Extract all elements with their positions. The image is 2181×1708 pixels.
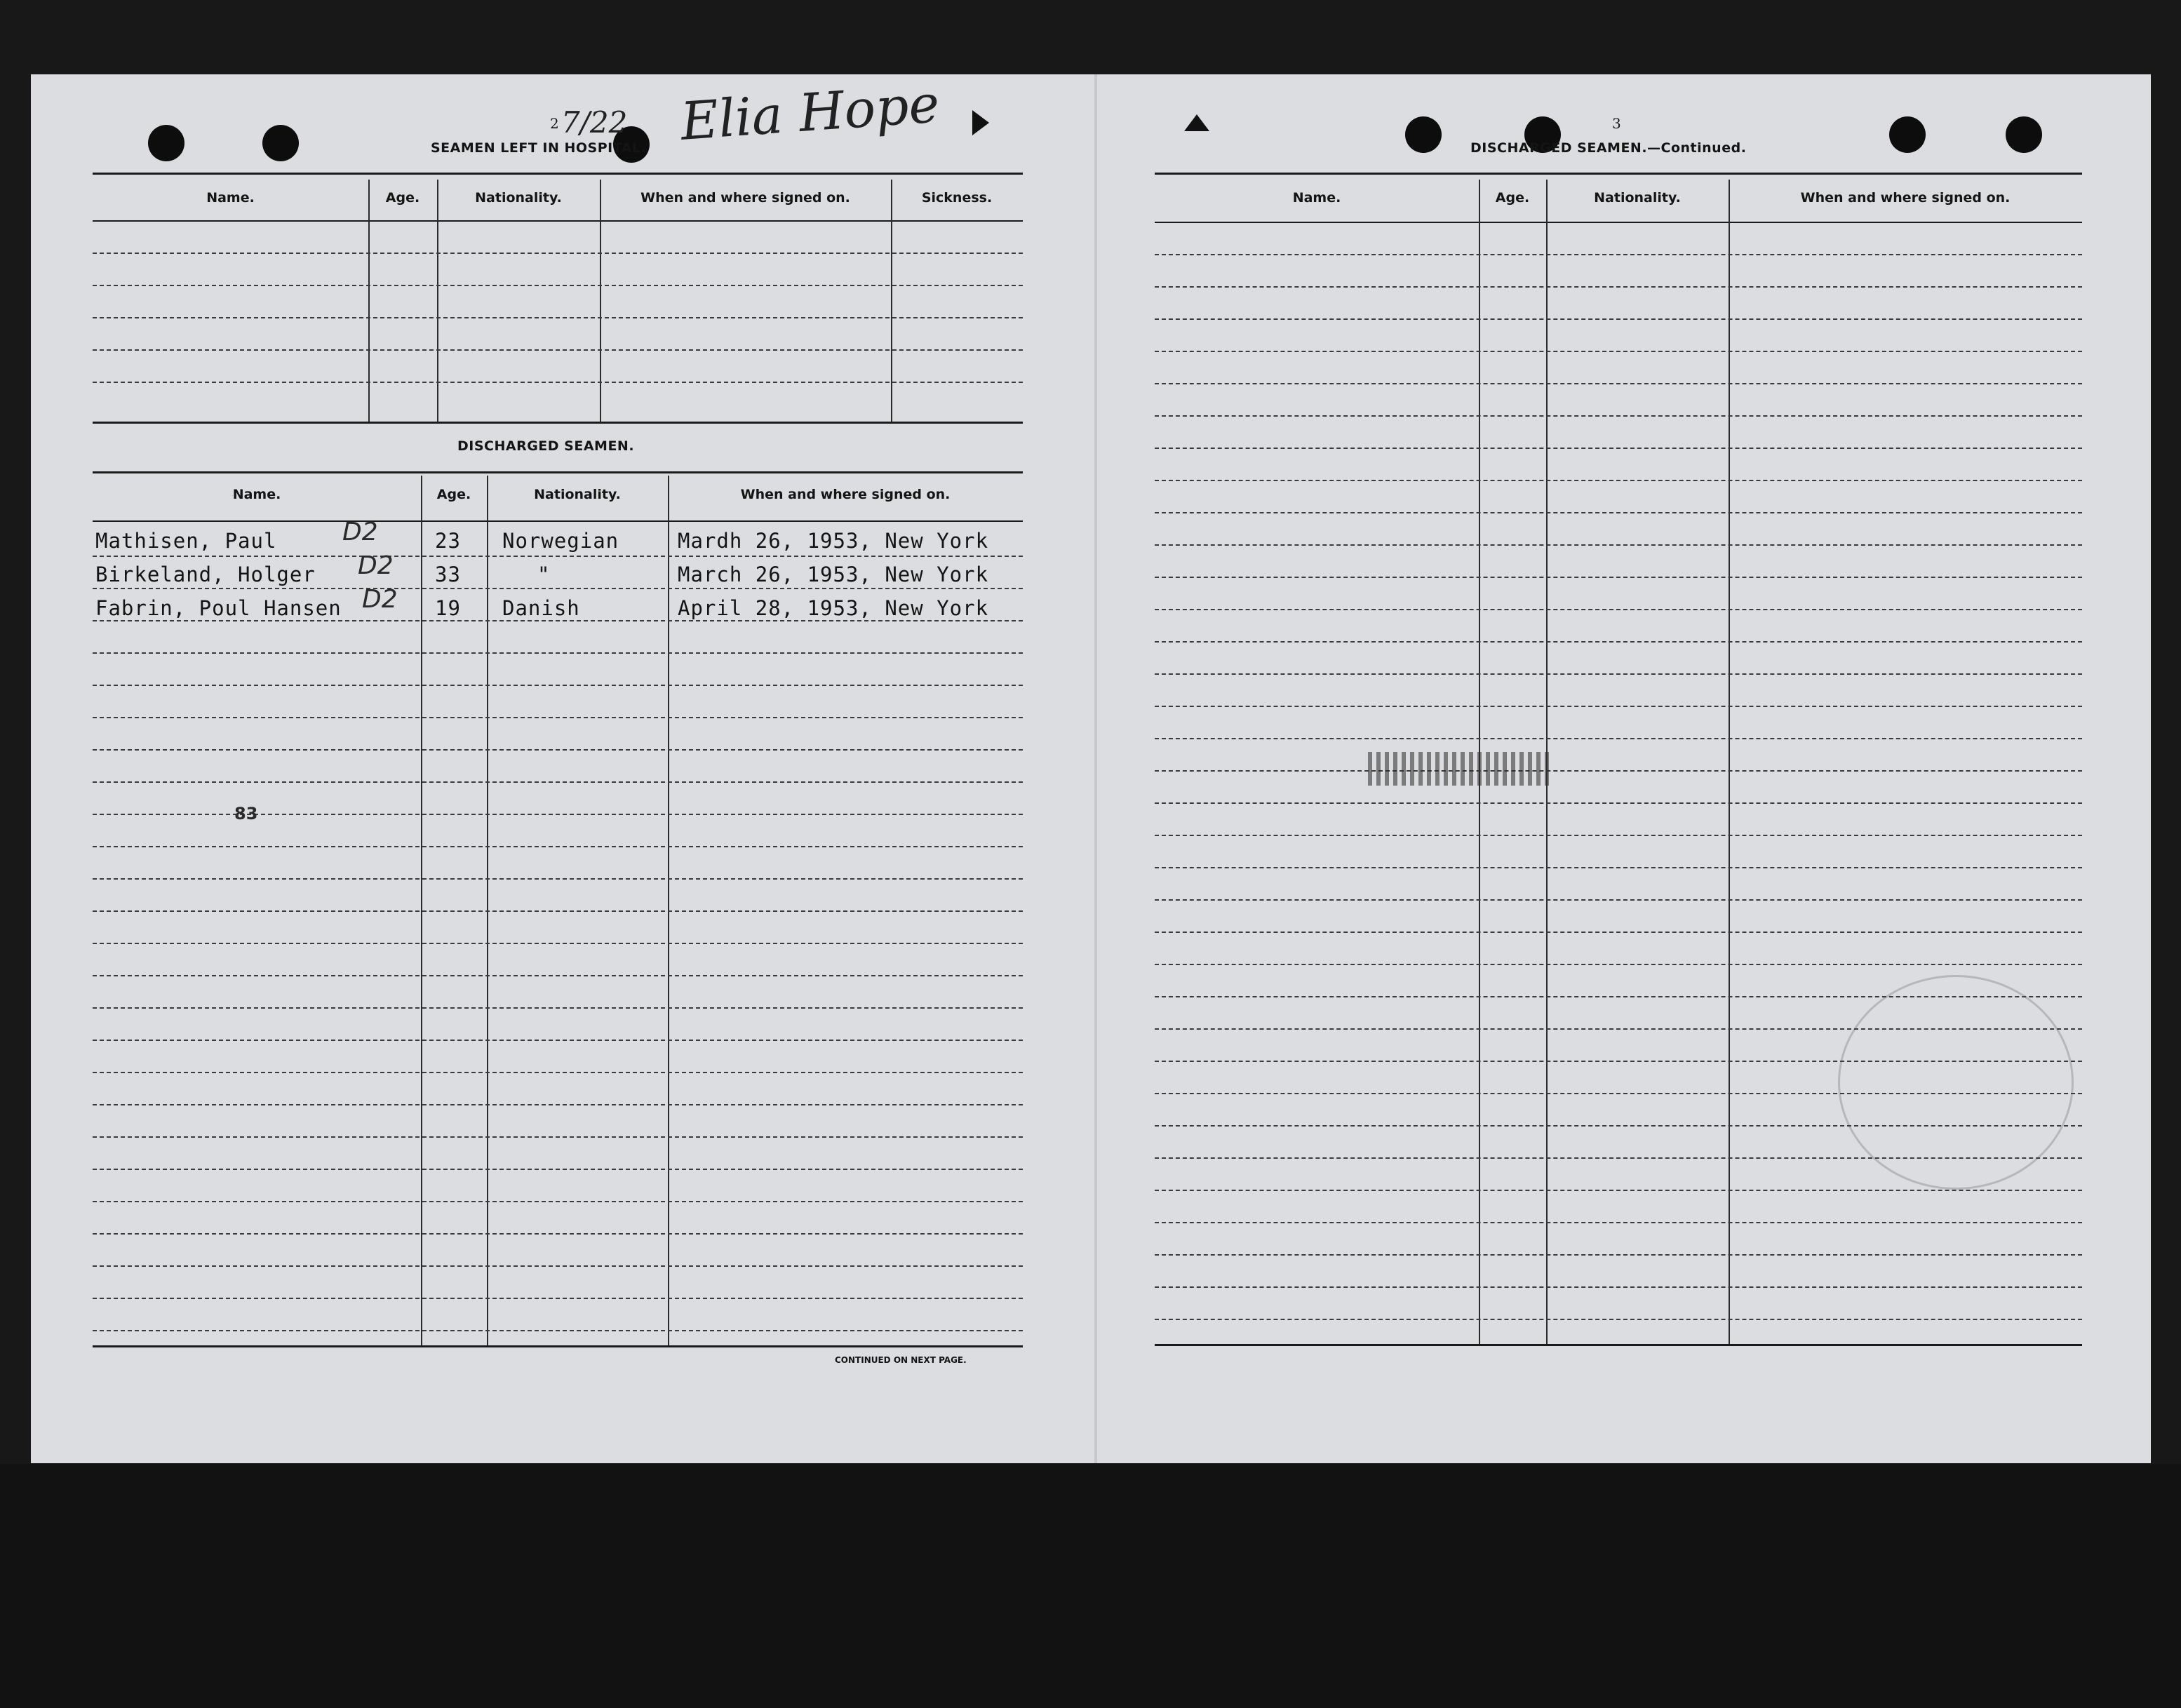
scan-border <box>0 1464 2181 1708</box>
faint-stamp <box>1838 975 2074 1190</box>
column-header-name: Name. <box>1292 190 1341 206</box>
seaman-name: Fabrin, Poul Hansen <box>95 596 342 620</box>
seaman-name: Birkeland, Holger <box>95 563 316 586</box>
seaman-name: Mathisen, Paul <box>95 529 277 553</box>
punch-hole <box>1889 116 1926 153</box>
registration-mark <box>1184 114 1209 131</box>
column-header-age: Age. <box>385 190 420 206</box>
column-header-nationality: Nationality. <box>1594 190 1681 206</box>
column-header-age: Age. <box>1495 190 1530 206</box>
page-number-left: 2 <box>550 115 559 132</box>
column-header-name: Name. <box>206 190 255 206</box>
column-header-signed-on: When and where signed on. <box>1800 190 2011 206</box>
seaman-age: 23 <box>435 529 461 553</box>
hospital-table <box>93 173 1023 425</box>
continued-footer: CONTINUED ON NEXT PAGE. <box>835 1355 967 1365</box>
registration-mark <box>972 110 989 135</box>
punch-hole <box>262 125 299 161</box>
column-header-sickness: Sickness. <box>921 190 993 206</box>
seaman-age: 19 <box>435 596 461 620</box>
seaman-nationality: Danish <box>502 596 580 620</box>
seaman-age: 33 <box>435 563 461 586</box>
page-number-right: 3 <box>1612 115 1621 132</box>
column-header-nationality: Nationality. <box>475 190 562 206</box>
column-header-signed-on: When and where signed on. <box>740 487 951 502</box>
hospital-section-title: SEAMEN LEFT IN HOSPITAL. <box>431 140 647 156</box>
seaman-signed-on: Mardh 26, 1953, New York <box>678 529 989 553</box>
column-header-nationality: Nationality. <box>534 487 621 502</box>
seaman-signed-on: March 26, 1953, New York <box>678 563 989 586</box>
discharged-continued-title: DISCHARGED SEAMEN.—Continued. <box>1470 140 1747 156</box>
handwritten-number: 7/22 <box>561 105 628 140</box>
discharge-mark: D2 <box>362 585 398 614</box>
column-header-signed-on: When and where signed on. <box>640 190 850 206</box>
stray-mark: 83 <box>234 804 258 823</box>
ink-smudge <box>1368 752 1550 786</box>
punch-hole <box>148 125 184 161</box>
page-fold <box>1094 74 1097 1463</box>
punch-hole <box>1405 116 1442 153</box>
seaman-nationality: " <box>537 563 551 586</box>
punch-hole <box>2006 116 2042 153</box>
seaman-nationality: Norwegian <box>502 529 619 553</box>
seaman-signed-on: April 28, 1953, New York <box>678 596 989 620</box>
discharge-mark: D2 <box>342 518 378 546</box>
discharge-mark: D2 <box>358 551 394 580</box>
discharged-section-title: DISCHARGED SEAMEN. <box>457 438 635 454</box>
column-header-name: Name. <box>232 487 281 502</box>
column-header-age: Age. <box>436 487 471 502</box>
handwritten-vessel-name: Elia Hope <box>678 74 941 152</box>
